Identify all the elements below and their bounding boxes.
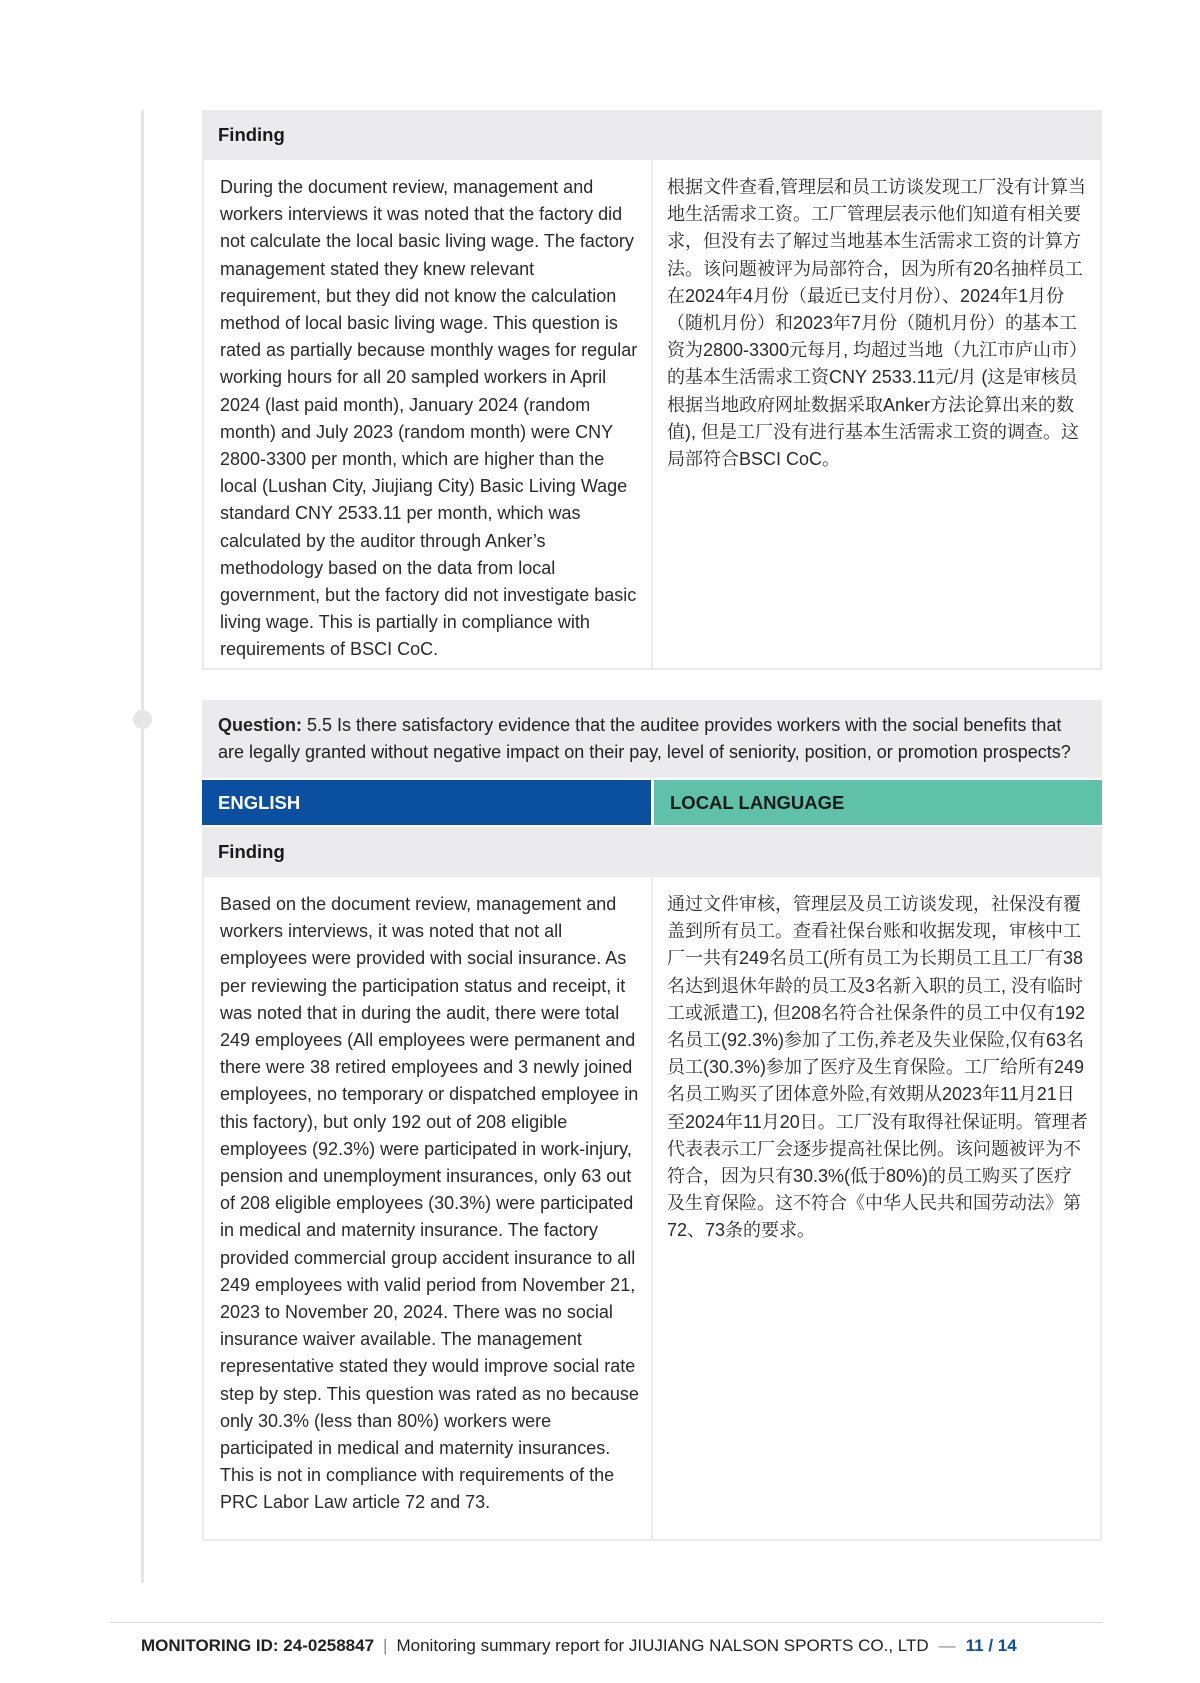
- question-label: Question:: [218, 715, 302, 735]
- finding-english-cell: [204, 160, 653, 668]
- finding-english-text: During the document review, management and workers interviews it was noted that the factory did not calculate the local basic living wage. The factory management stated they knew relevant requirement, but they did not know the calculation method of local basic living wage. This question is rated as partially because monthly wages for regular working hours for all 20 sampled workers in April 2024 (last paid month), January 2024 (random month) and July 2023 (random month) were CNY 2800-3300 per month, which are higher than the local (Lushan City, Jiujiang City) Basic Living Wage standard CNY 2533.11 per month, which was calculated by the auditor through Anker’s methodology based on the data from local government, but the factory did not investigate basic living wage. This is partially in compliance with requirements of BSCI CoC.: [220, 177, 638, 660]
- page-footer: [141, 1636, 1102, 1656]
- finding-english-text: Based on the document review, management and workers interviews, it was noted that not all employees were provided with social insurance. As per reviewing the participation status and receipt, it was noted that in during the audit, there were total 249 employees (All employees were permanent and there were 38 retired employees and 3 newly joined employees, no temporary or dispatched employee in this factory), but only 192 out of 208 eligible employees (92.3%) were participated in work-injury, pension and unemployment insurances, only 63 out of 208 eligible employees (30.3%) were participated in medical and maternity insurance. The factory provided commercial group accident insurance to all 249 employees with valid period from November 21, 2023 to November 20, 2024. There was no social insurance waiver available. The management representative stated they would improve social rate step by step. This question was rated as no because only 30.3% (less than 80%) workers were participated in medical and maternity insurances. This is not in compliance with requirements of the PRC Labor Law article 72 and 73.: [220, 894, 639, 1513]
- footer-dash: —: [938, 1636, 956, 1655]
- monitoring-id: MONITORING ID: 24-0258847: [141, 1636, 375, 1655]
- timeline-dot: [133, 710, 152, 729]
- finding-label: Finding: [218, 841, 285, 862]
- timeline-rail: [141, 110, 144, 1583]
- finding-local-cell: [653, 877, 1100, 1539]
- finding-english-cell: [204, 877, 653, 1539]
- finding-local-cell: [653, 160, 1100, 668]
- footer-divider: [110, 1622, 1102, 1623]
- finding-header-2: [202, 827, 1102, 875]
- page-number: 11 / 14: [965, 1636, 1017, 1655]
- question-text: 5.5 Is there satisfactory evidence that the auditee provides workers with the social benefits that are legally granted without negative impact on their pay, level of seniority, position, or promotion prospects?: [218, 715, 1071, 762]
- finding-header-1: [202, 110, 1102, 158]
- finding-local-text: 根据文件查看,管理层和员工访谈发现工厂没有计算当地生活需求工资。工厂管理层表示他们知道有相关要求，但没有去了解过当地基本生活需求工资的计算方法。该问题被评为局部符合，因为所有20名抽样员工在2024年4月份（最近已支付月份）、2024年1月份（随机月份）和2023年7月份（随机月份）的基本工资为2800-3300元每月, 均超过当地（九江市庐山市）的基本生活需求工资CNY 2533.11元/月 (这是审核员根据当地政府网址数据采取Anker方法论算出来的数值), 但是工厂没有进行基本生活需求工资的调查。这局部符合BSCI CoC。: [667, 177, 1088, 470]
- question-block: [202, 700, 1102, 778]
- finding-table-2: [202, 875, 1102, 1541]
- finding-local-text: 通过文件审核，管理层及员工访谈发现，社保没有覆盖到所有员工。查看社保台账和收据发现，审核中工厂一共有249名员工(所有员工为长期员工且工厂有38名达到退休年龄的员工及3名新入职的员工, 没有临时工或派遣工), 但208名符合社保条件的员工中仅有192名员工(92.3%)参加了工伤,养老及失业保险,仅有63名员工(30.3%)参加了医疗及生育保险。工厂给所有249名员工购买了团体意外险,有效期从2023年11月21日至2024年11月20日。工厂没有取得社保证明。管理者代表表示工厂会逐步提高社保比例。该问题被评为不符合，因为只有30.3%(低于80%)的员工购买了医疗及生育保险。这不符合《中华人民共和国劳动法》第72、73条的要求。: [667, 894, 1088, 1241]
- finding-table-1: [202, 158, 1102, 670]
- finding-label: Finding: [218, 124, 285, 145]
- english-header: ENGLISH: [202, 780, 651, 825]
- footer-separator: |: [383, 1636, 388, 1655]
- local-language-header: LOCAL LANGUAGE: [654, 780, 1102, 825]
- report-title: Monitoring summary report for JIUJIANG NALSON SPORTS CO., LTD: [396, 1636, 929, 1655]
